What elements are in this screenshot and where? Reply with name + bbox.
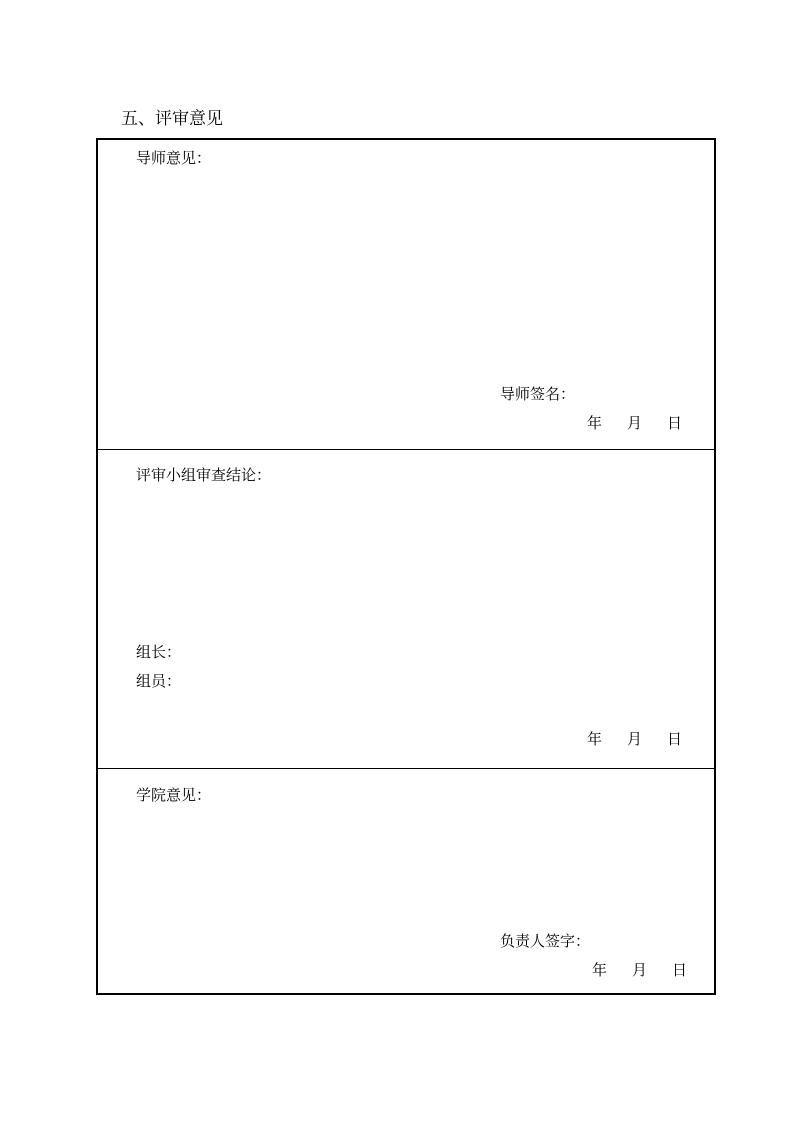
section-title: 五、评审意见	[121, 109, 223, 129]
date-month-label: 月	[632, 961, 648, 979]
date-month-label: 月	[627, 414, 643, 432]
advisor-opinion-label: 导师意见：	[136, 149, 212, 167]
date-year-label: 年	[587, 730, 603, 748]
date-year-label: 年	[587, 414, 603, 432]
advisor-opinion-section	[98, 140, 714, 450]
date-day-label: 日	[667, 730, 683, 748]
review-opinions-table	[96, 138, 716, 995]
panel-members-label: 组员：	[136, 672, 182, 690]
college-opinion-section	[98, 769, 714, 995]
advisor-signature-label: 导师签名：	[500, 385, 576, 403]
date-year-label: 年	[592, 961, 608, 979]
panel-conclusion-label: 评审小组审查结论：	[136, 466, 272, 484]
college-signature-label: 负责人签字：	[500, 932, 591, 950]
panel-leader-label: 组长：	[136, 643, 182, 661]
date-day-label: 日	[672, 961, 688, 979]
date-day-label: 日	[667, 414, 683, 432]
panel-conclusion-section	[98, 450, 714, 769]
date-month-label: 月	[627, 730, 643, 748]
college-opinion-label: 学院意见：	[136, 786, 212, 804]
